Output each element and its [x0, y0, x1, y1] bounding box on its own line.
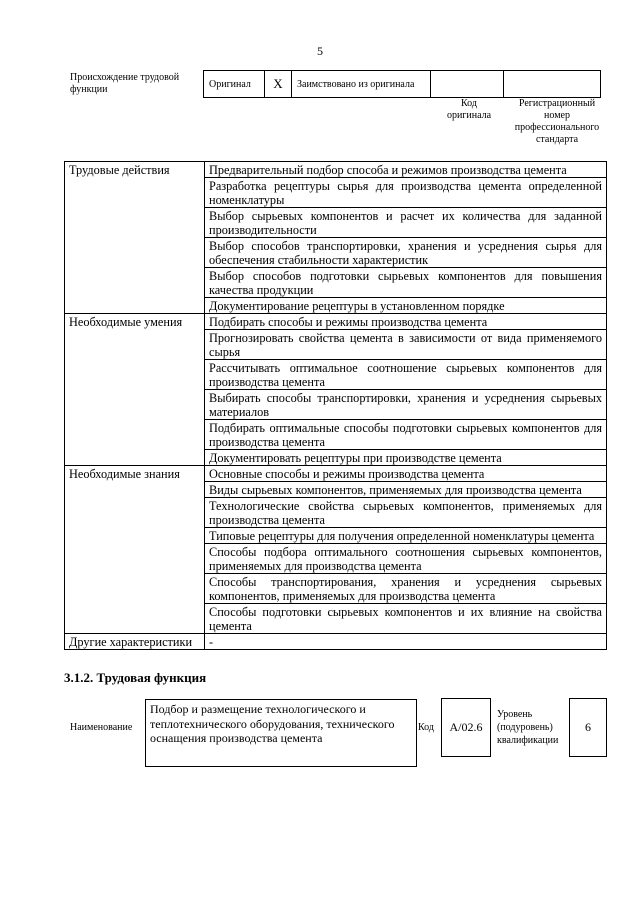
- table-cell: Подбирать способы и режимы производства цемента: [205, 314, 607, 330]
- registration-number-caption: Регистрационный номер профессионального стандарта: [514, 98, 600, 145]
- table-cell: Подбирать оптимальные способы подготовки сырьевых компонентов для производства цемента: [205, 420, 607, 450]
- table-cell: Выбор сырьевых компонентов и расчет их количества для заданной производительности: [205, 208, 607, 238]
- qualification-level-label: Уровень (подуровень) квалификации: [497, 709, 559, 746]
- origin-code-cell: [431, 71, 504, 98]
- table-cell: Прогнозировать свойства цемента в зависимости от вида применяемого сырья: [205, 330, 607, 360]
- table-cell: Способы транспортирования, хранения и усреднения сырьевых компонентов, применяемых для производства цемента: [205, 574, 607, 604]
- origin-table: [203, 70, 601, 98]
- table-cell: Предварительный подбор способа и режимов производства цемента: [205, 162, 607, 178]
- table-cell: Рассчитывать оптимальное соотношение сырьевых компонентов для производства цемента: [205, 360, 607, 390]
- function-code-box: А/02.6: [441, 698, 491, 757]
- function-details-table: [64, 161, 607, 650]
- origin-label: Происхождение трудовой функции: [70, 72, 180, 95]
- table-row: [65, 466, 607, 482]
- table-row: [65, 314, 607, 330]
- table-row: [65, 162, 607, 178]
- function-name-box: Подбор и размещение технологического и теплотехнического оборудования, технического оснащения производства цемента: [145, 699, 417, 767]
- function-heading: 3.1.2. Трудовая функция: [64, 670, 207, 685]
- table-cell: Документировать рецептуры при производстве цемента: [205, 450, 607, 466]
- table-cell: Типовые рецептуры для получения определенной номенклатуры цемента: [205, 528, 607, 544]
- code-label: Код: [418, 722, 434, 733]
- table-cell: Способы подготовки сырьевых компонентов и их влияние на свойства цемента: [205, 604, 607, 634]
- qualification-level-box: 6: [569, 698, 607, 757]
- table-cell: Основные способы и режимы производства цемента: [205, 466, 607, 482]
- section-title-knowledge: Необходимые знания: [65, 466, 205, 634]
- origin-reg-cell: [504, 71, 601, 98]
- table-cell: Разработка рецептуры сырья для производства цемента определенной номенклатуры: [205, 178, 607, 208]
- table-cell: Документирование рецептуры в установленном порядке: [205, 298, 607, 314]
- table-cell: Выбор способов транспортировки, хранения и усреднения сырья для обеспечения стабильности характеристик: [205, 238, 607, 268]
- table-cell: -: [205, 634, 607, 650]
- name-label: Наименование: [70, 722, 133, 733]
- section-title-actions: Трудовые действия: [65, 162, 205, 314]
- table-cell: Виды сырьевых компонентов, применяемых для производства цемента: [205, 482, 607, 498]
- origin-borrowed-cell: Заимствовано из оригинала: [292, 71, 431, 98]
- page-number: 5: [317, 44, 323, 58]
- table-cell: Выбор способов подготовки сырьевых компонентов для повышения качества продукции: [205, 268, 607, 298]
- table-cell: Способы подбора оптимального соотношения сырьевых компонентов, применяемых для производства цемента: [205, 544, 607, 574]
- code-original-caption: Код оригинала: [446, 98, 492, 121]
- origin-original-cell: Оригинал: [204, 71, 265, 98]
- table-row: [65, 634, 607, 650]
- origin-mark-cell: X: [265, 71, 292, 98]
- section-title-skills: Необходимые умения: [65, 314, 205, 466]
- table-cell: Технологические свойства сырьевых компонентов, применяемых для производства цемента: [205, 498, 607, 528]
- table-cell: Выбирать способы транспортировки, хранения и усреднения сырьевых материалов: [205, 390, 607, 420]
- section-title-other: Другие характеристики: [65, 634, 205, 650]
